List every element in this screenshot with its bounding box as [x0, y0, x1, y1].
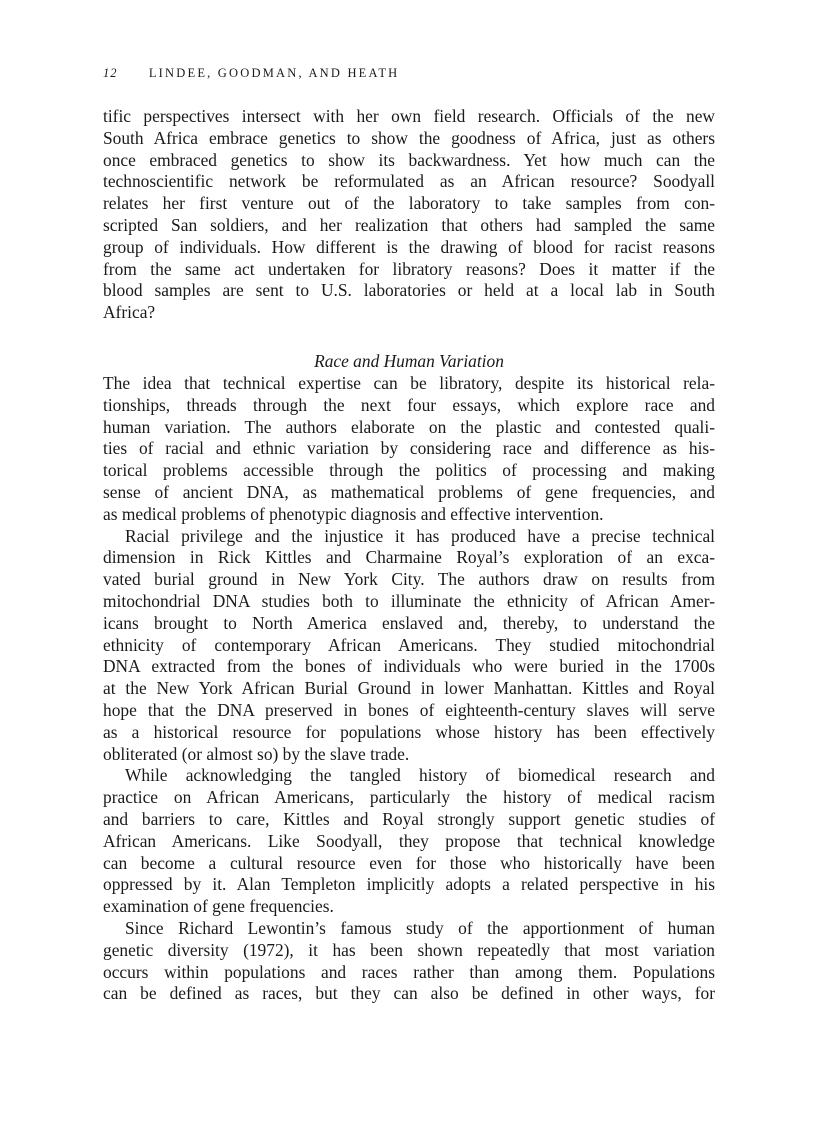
text-line: Africa? [103, 302, 156, 323]
text-line: hope that the DNA preserved in bones of eighteenth-century slaves will serve [103, 699, 715, 720]
text-line: practice on African Americans, particularly the history of medical racism [103, 787, 715, 808]
text-line: DNA extracted from the bones of individuals who were buried in the 1700s [103, 656, 715, 677]
text-line: from the same act undertaken for libratory reasons? Does it matter if the [103, 258, 715, 279]
text-line: tionships, threads through the next four essays, which explore race and [103, 394, 715, 415]
text-line: examination of gene frequencies. [103, 896, 334, 917]
text-line: sense of ancient DNA, as mathematical problems of gene frequencies, and [103, 481, 715, 502]
text-line: mitochondrial DNA studies both to illuminate the ethnicity of African Amer- [103, 590, 715, 611]
text-line: blood samples are sent to U.S. laboratories or held at a local lab in South [103, 280, 715, 301]
text-line: genetic diversity (1972), it has been shown repeatedly that most variation [103, 939, 715, 960]
text-line: tific perspectives intersect with her own field research. Officials of the new [103, 106, 715, 126]
paragraph [103, 765, 715, 918]
running-head-authors: LINDEE, GOODMAN, AND HEATH [148, 66, 400, 80]
text-line: once embraced genetics to show its backwardness. Yet how much can the [103, 149, 715, 170]
paragraph [103, 526, 715, 766]
text-line: ethnicity of contemporary African Americans. They studied mitochondrial [103, 634, 715, 655]
text-line: While acknowledging the tangled history of biomedical research and [125, 765, 715, 786]
text-line: as a historical resource for populations whose history has been effectively [103, 721, 715, 742]
text-line: icans brought to North America enslaved and, thereby, to understand the [103, 612, 715, 633]
text-line: ties of racial and ethnic variation by considering race and difference as his- [103, 438, 715, 459]
body-text-block [103, 106, 715, 324]
text-line: South Africa embrace genetics to show the goodness of Africa, just as others [103, 127, 715, 148]
text-line: relates her first venture out of the laboratory to take samples from con- [103, 193, 715, 214]
text-line: torical problems accessible through the politics of processing and making [103, 460, 715, 481]
text-line: Racial privilege and the injustice it has produced have a precise technical [125, 525, 715, 546]
text-line: human variation. The authors elaborate on the plastic and contested quali- [103, 416, 715, 437]
page-number: 12 [103, 66, 118, 80]
text-line: vated burial ground in New York City. The authors draw on results from [103, 569, 715, 590]
text-line: group of individuals. How different is the drawing of blood for racist reasons [103, 236, 715, 257]
text-line: technoscientific network be reformulated as an African resource? Soodyall [103, 171, 715, 192]
text-line: can be defined as races, but they can also be defined in other ways, for [103, 983, 715, 1004]
paragraph [103, 918, 715, 1005]
text-line: occurs within populations and races rather than among them. Populations [103, 961, 715, 982]
text-line: and barriers to care, Kittles and Royal strongly support genetic studies of [103, 808, 715, 829]
text-line: as medical problems of phenotypic diagnosis and effective intervention. [103, 503, 604, 524]
running-head [103, 66, 399, 81]
text-line: at the New York African Burial Ground in lower Manhattan. Kittles and Royal [103, 678, 715, 699]
text-line: oppressed by it. Alan Templeton implicitly adopts a related perspective in his [103, 874, 715, 895]
text-line: scripted San soldiers, and her realization that others had sampled the same [103, 214, 715, 235]
text-line: The idea that technical expertise can be libratory, despite its historical rela- [103, 373, 715, 393]
text-line: can become a cultural resource even for those who historically have been [103, 852, 715, 873]
paragraph [103, 106, 715, 324]
body-text-block [103, 373, 715, 1005]
text-line: Since Richard Lewontin’s famous study of the apportionment of human [125, 917, 715, 938]
text-line: dimension in Rick Kittles and Charmaine Royal’s exploration of an exca- [103, 547, 715, 568]
paragraph [103, 373, 715, 526]
text-line: obliterated (or almost so) by the slave trade. [103, 743, 410, 764]
section-heading: Race and Human Variation [314, 351, 504, 371]
text-line: African Americans. Like Soodyall, they propose that technical knowledge [103, 830, 715, 851]
